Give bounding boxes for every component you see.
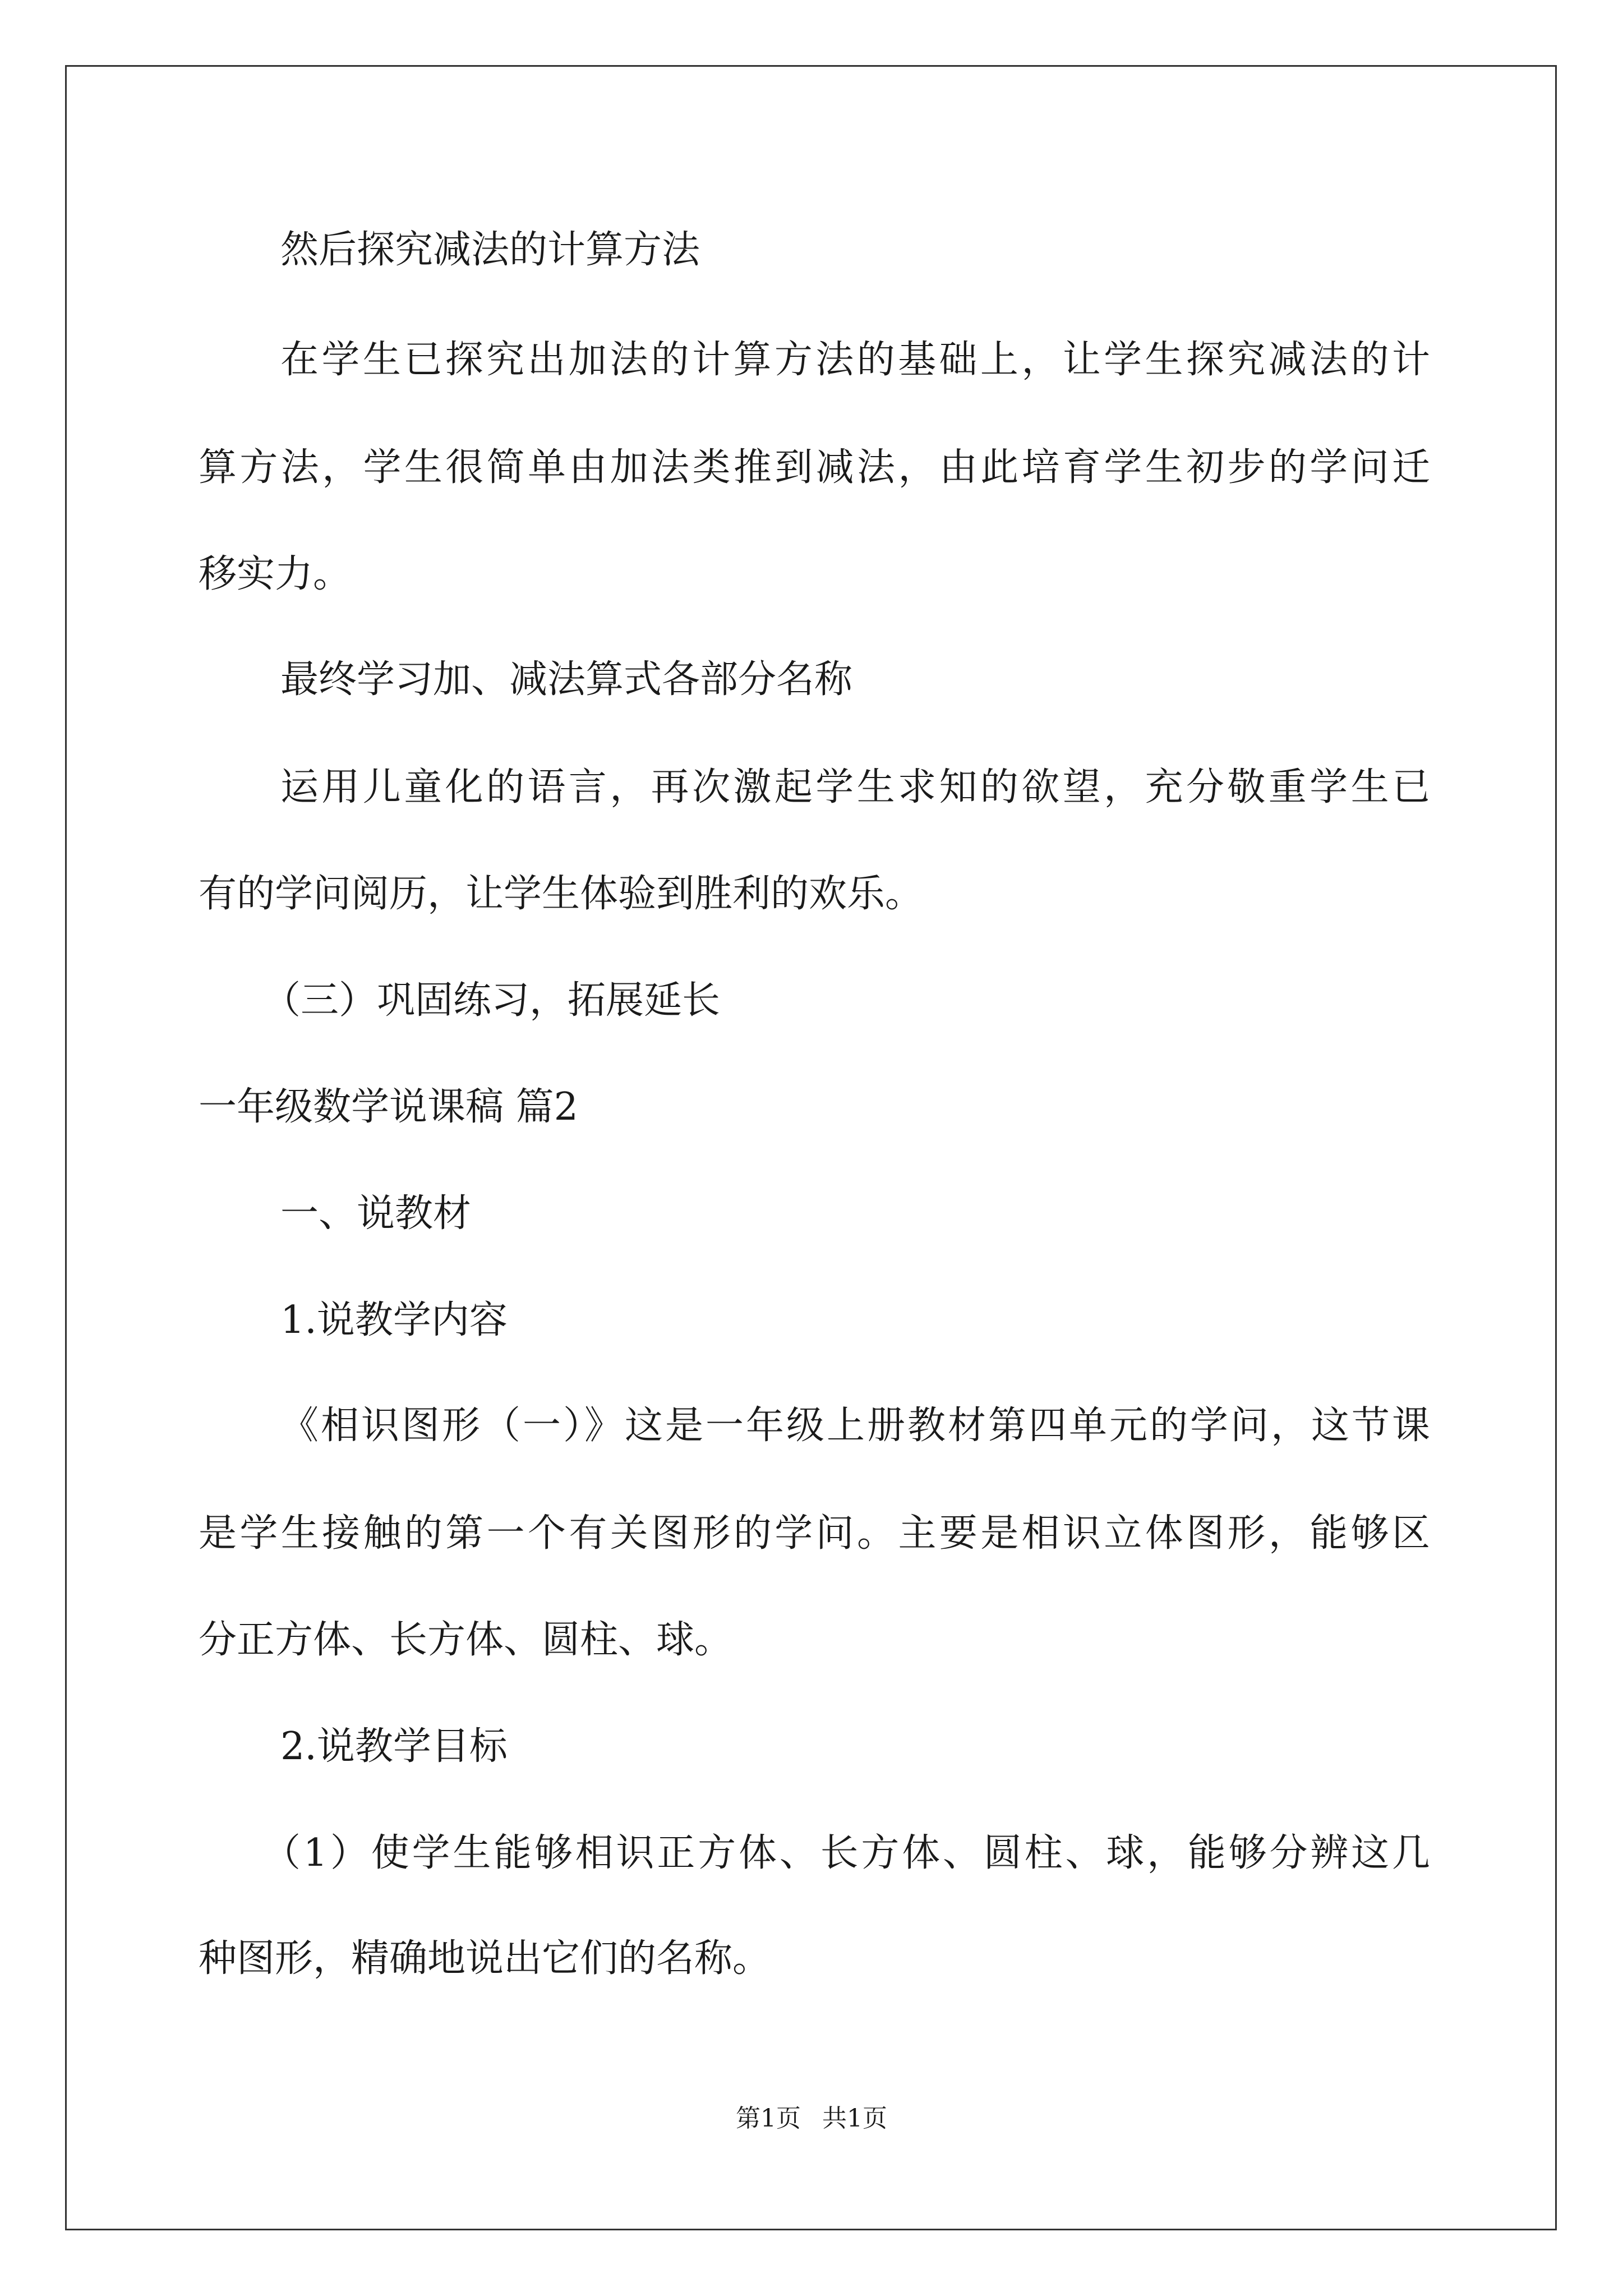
paragraph-line: 有的学问阅历，让学生体验到胜利的欢乐。 [199,872,924,916]
paragraph-line: 移实力。 [199,552,352,596]
paragraph-line: 1.说教学内容 [280,1298,508,1342]
paragraph-line: 种图形，精确地说出它们的名称。 [199,1936,771,1981]
paragraph-line: 算方法，学生很简单由加法类推到减法，由此培育学生初步的学问迁 [199,445,1430,490]
page-total: 共1页 [822,2104,887,2133]
paragraph-line: 然后探究减法的计算方法 [280,228,700,272]
section-heading: 一年级数学说课稿 篇2 [199,1085,578,1129]
paragraph-line: 2.说教学目标 [280,1724,508,1769]
paragraph-line: 《相识图形（一）》这是一年级上册教材第四单元的学问，这节课 [280,1404,1430,1448]
paragraph-line: 分正方体、长方体、圆柱、球。 [199,1618,733,1662]
paragraph-line: （1）使学生能够相识正方体、长方体、圆柱、球，能够分辨这几 [262,1831,1430,1875]
page-footer [0,2098,1623,2134]
page-border [65,65,1557,2230]
paragraph-line: （三）巩固练习，拓展延长 [262,978,721,1023]
paragraph-line: 是学生接触的第一个有关图形的学问。主要是相识立体图形，能够区 [199,1511,1430,1556]
paragraph-line: 一、说教材 [280,1191,472,1236]
paragraph-line: 最终学习加、减法算式各部分名称 [280,657,853,702]
paragraph-line: 在学生已探究出加法的计算方法的基础上，让学生探究减法的计 [280,338,1430,382]
paragraph-line: 运用儿童化的语言，再次激起学生求知的欲望，充分敬重学生已 [280,765,1430,809]
page-number: 第1页 [736,2104,801,2133]
